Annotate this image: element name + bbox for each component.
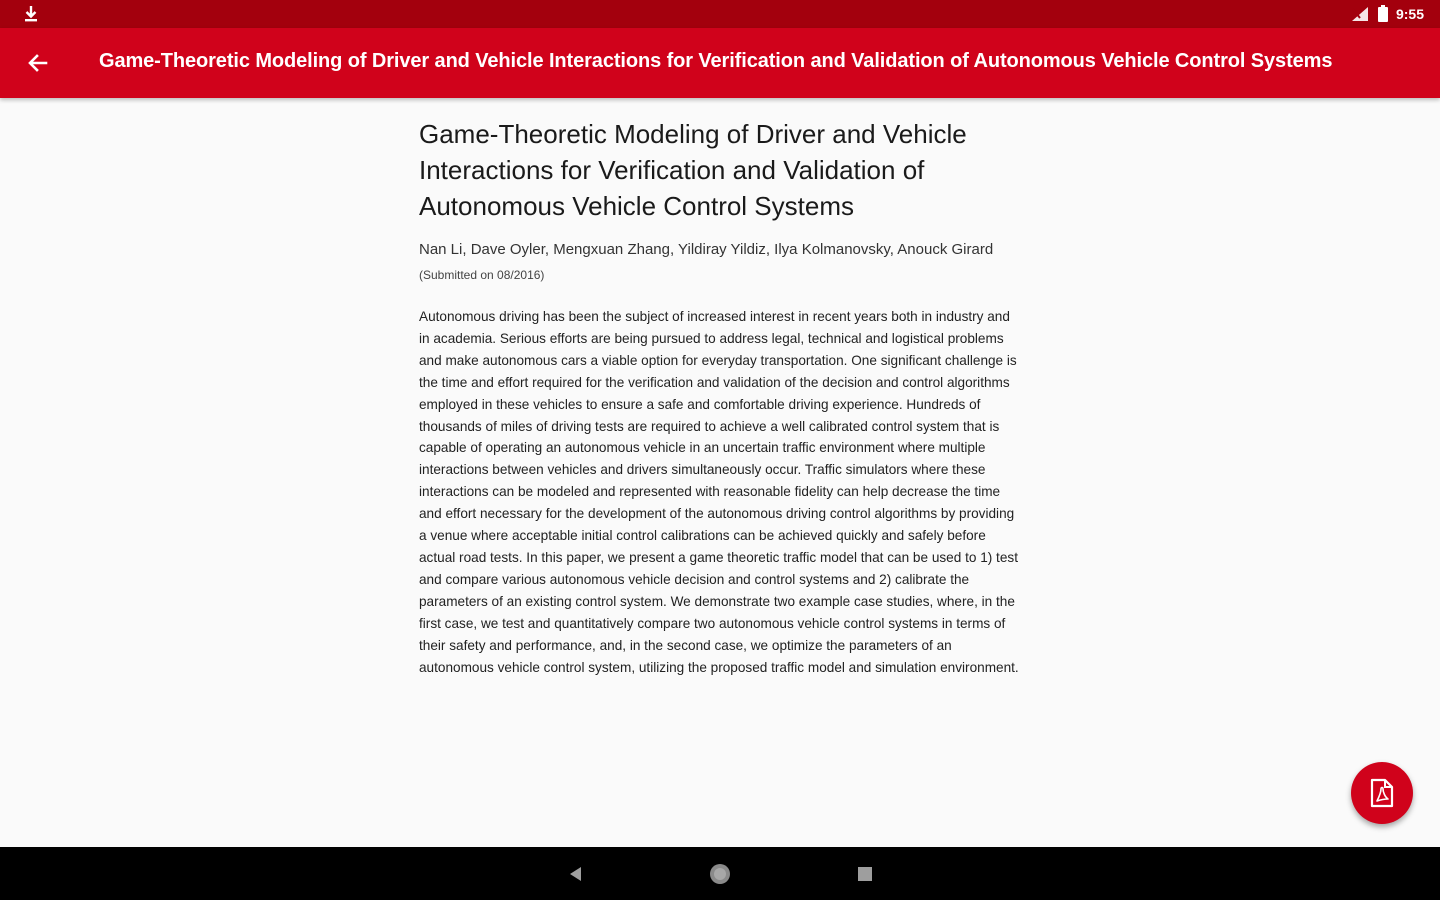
signal-icon	[1350, 6, 1370, 22]
paper-title: Game-Theoretic Modeling of Driver and Vehicle Interactions for Verification and Validation of Autonomous Vehicle Control Systems	[419, 119, 967, 221]
app-bar-title: Game-Theoretic Modeling of Driver and Vehicle Interactions for Verification and Validation of Autonomous Vehicle Control Systems	[99, 50, 1333, 72]
system-nav-bar	[0, 847, 1440, 900]
paper-detail	[419, 116, 1019, 678]
nav-home-button[interactable]	[705, 859, 735, 889]
nav-recents-icon	[857, 866, 873, 882]
nav-back-button[interactable]	[561, 859, 591, 889]
back-button[interactable]	[20, 45, 56, 81]
paper-abstract: Autonomous driving has been the subject of increased interest in recent years both in industry and in academia. Serious efforts are being pursued to address legal, technical and logistical problems and make autonomous cars a viable option for everyday transportation. One significant challenge is the time and effort required for the verification and validation of the decision and control algorithms employed in these vehicles to ensure a safe and comfortable driving experience. Hundreds of thousands of miles of driving tests are required to achieve a well calibrated control system that is capable of operating an autonomous vehicle in an uncertain traffic environment where multiple interactions between vehicles and drivers simultaneously occur. Traffic simulators where these interactions can be modeled and represented with reasonable fidelity can help decrease the time and effort necessary for the development of the autonomous driving control algorithms by providing a venue where acceptable initial control calibrations can be achieved quickly and safely before actual road tests. In this paper, we present a game theoretic traffic model that can be used to 1) test and compare various autonomous vehicle decision and control systems and 2) calibrate the parameters of an existing control system. We demonstrate two example case studies, where, in the first case, we test and quantitatively compare two autonomous vehicle control systems in terms of their safety and performance, and, in the second case, we optimize the parameters of an autonomous vehicle control system, utilizing the proposed traffic model and simulation environment.	[419, 309, 1019, 675]
open-pdf-button[interactable]	[1351, 762, 1413, 824]
app-bar	[0, 28, 1440, 98]
status-bar	[0, 0, 1440, 28]
battery-icon	[1378, 5, 1388, 22]
status-time: 9:55	[1395, 5, 1424, 22]
nav-recents-button[interactable]	[850, 859, 880, 889]
arrow-back-icon	[26, 51, 50, 75]
status-icons	[1350, 5, 1424, 22]
nav-home-icon	[709, 863, 731, 885]
download-icon	[22, 4, 40, 24]
paper-authors: Nan Li, Dave Oyler, Mengxuan Zhang, Yildiray Yildiz, Ilya Kolmanovsky, Anouck Girard	[419, 241, 994, 258]
nav-back-icon	[568, 866, 584, 882]
pdf-icon	[1368, 778, 1396, 808]
submission-date: (Submitted on 08/2016)	[419, 268, 545, 282]
